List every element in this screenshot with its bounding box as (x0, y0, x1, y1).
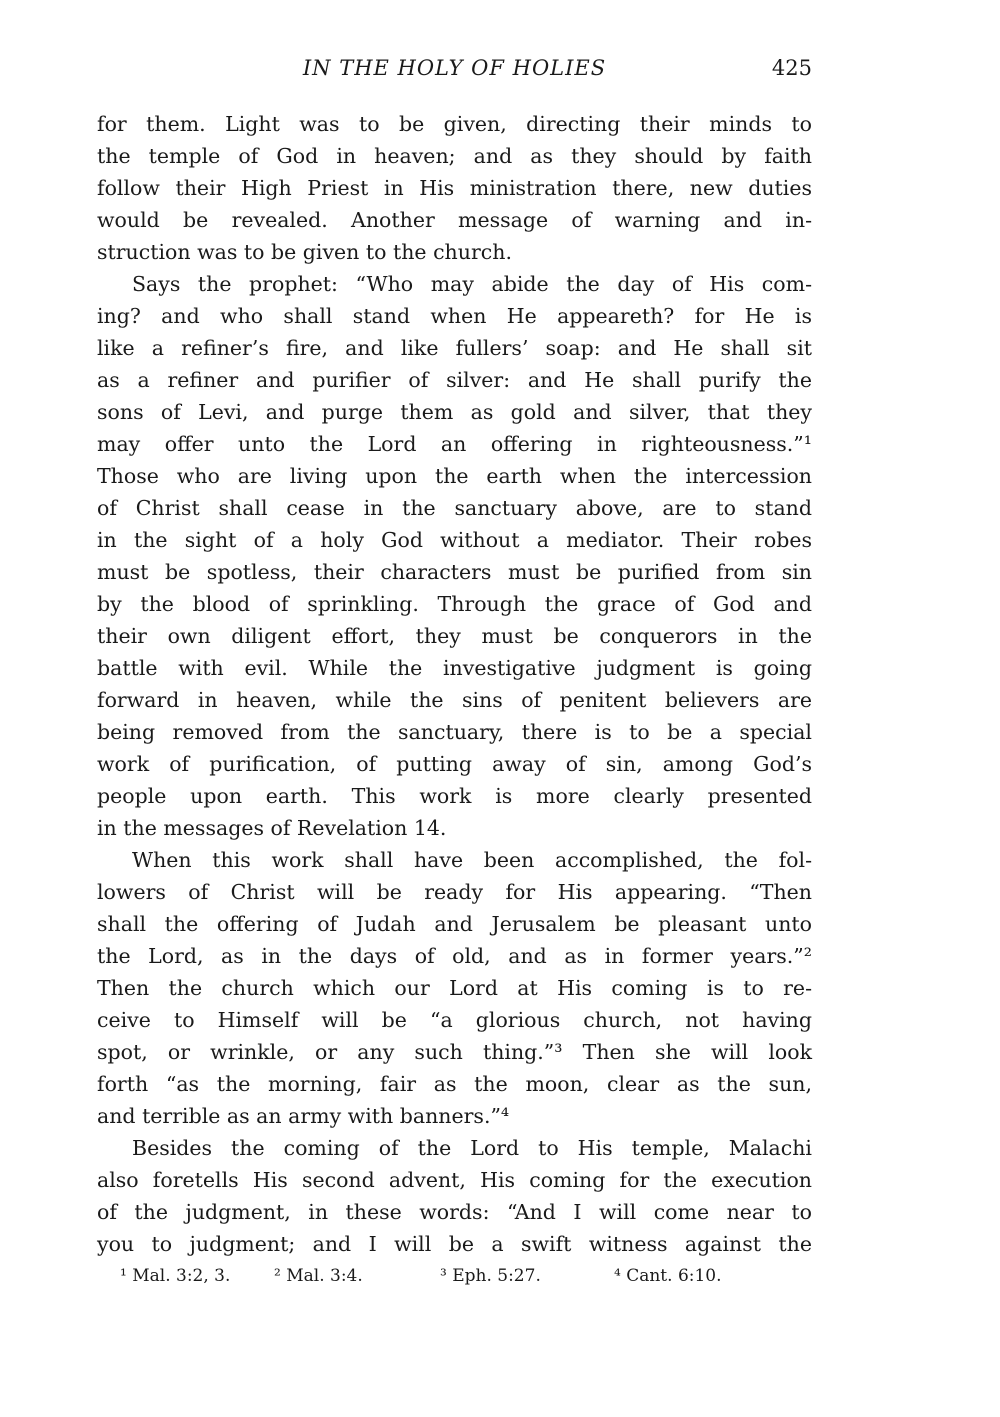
text-line: by the blood of sprinkling. Through the grace of God and (97, 592, 812, 616)
text-line: battle with evil. While the investigative judgment is going (97, 656, 812, 680)
text-line: When this work shall have been accomplished, the fol- (132, 848, 812, 872)
page-number: 425 (771, 56, 812, 80)
text-line: lowers of Christ will be ready for His appearing. “Then (97, 880, 812, 904)
body-text (97, 108, 812, 1260)
paragraph (97, 108, 812, 268)
text-line: shall the offering of Judah and Jerusalem be pleasant unto (97, 912, 812, 936)
text-line: for them. Light was to be given, directing their minds to (97, 112, 812, 136)
text-line: Then the church which our Lord at His coming is to re- (97, 976, 812, 1000)
text-line: struction was to be given to the church. (97, 240, 512, 264)
text-line: may offer unto the Lord an offering in righteousness.”¹ (97, 432, 812, 456)
text-line: forward in heaven, while the sins of penitent believers are (97, 688, 812, 712)
text-line: Besides the coming of the Lord to His temple, Malachi (132, 1136, 812, 1160)
text-line: spot, or wrinkle, or any such thing.”³ Then she will look (97, 1040, 812, 1064)
text-line: work of purification, of putting away of sin, among God’s (97, 752, 812, 776)
text-line: as a refiner and purifier of silver: and He shall purify the (97, 368, 812, 392)
text-line: Those who are living upon the earth when the intercession (97, 464, 812, 488)
text-line: follow their High Priest in His ministration there, new duties (97, 176, 812, 200)
text-line: forth “as the morning, fair as the moon, clear as the sun, (97, 1072, 812, 1096)
footnote-3: ³ Eph. 5:27. (440, 1266, 541, 1286)
text-line: and terrible as an army with banners.”⁴ (97, 1104, 510, 1128)
footnote-1: ¹ Mal. 3:2, 3. (120, 1266, 231, 1286)
paragraph (97, 844, 812, 1132)
text-line: Says the prophet: “Who may abide the day of His com- (132, 272, 812, 296)
text-line: the temple of God in heaven; and as they should by faith (97, 144, 812, 168)
text-line: like a refiner’s fire, and like fullers’ soap: and He shall sit (97, 336, 812, 360)
text-line: of the judgment, in these words: “And I will come near to (97, 1200, 812, 1224)
text-line: being removed from the sanctuary, there is to be a special (97, 720, 812, 744)
text-line: in the messages of Revelation 14. (97, 816, 447, 840)
text-line: in the sight of a holy God without a mediator. Their robes (97, 528, 812, 552)
text-line: must be spotless, their characters must be purified from sin (97, 560, 812, 584)
text-line: of Christ shall cease in the sanctuary above, are to stand (97, 496, 812, 520)
text-line: people upon earth. This work is more clearly presented (97, 784, 812, 808)
page-header (97, 56, 812, 86)
text-line: their own diligent effort, they must be conquerors in the (97, 624, 812, 648)
text-line: ing? and who shall stand when He appeareth? for He is (97, 304, 812, 328)
text-line: you to judgment; and I will be a swift witness against the (97, 1232, 812, 1256)
text-line: the Lord, as in the days of old, and as in former years.”² (97, 944, 812, 968)
text-line: also foretells His second advent, His coming for the execution (97, 1168, 812, 1192)
footnote-2: ² Mal. 3:4. (274, 1266, 363, 1286)
text-line: would be revealed. Another message of warning and in- (97, 208, 812, 232)
paragraph (97, 268, 812, 844)
text-line: sons of Levi, and purge them as gold and silver, that they (97, 400, 812, 424)
footnote-4: ⁴ Cant. 6:10. (614, 1266, 722, 1286)
text-line: ceive to Himself will be “a glorious church, not having (97, 1008, 812, 1032)
running-title: IN THE HOLY OF HOLIES (302, 56, 607, 80)
paragraph (97, 1132, 812, 1260)
